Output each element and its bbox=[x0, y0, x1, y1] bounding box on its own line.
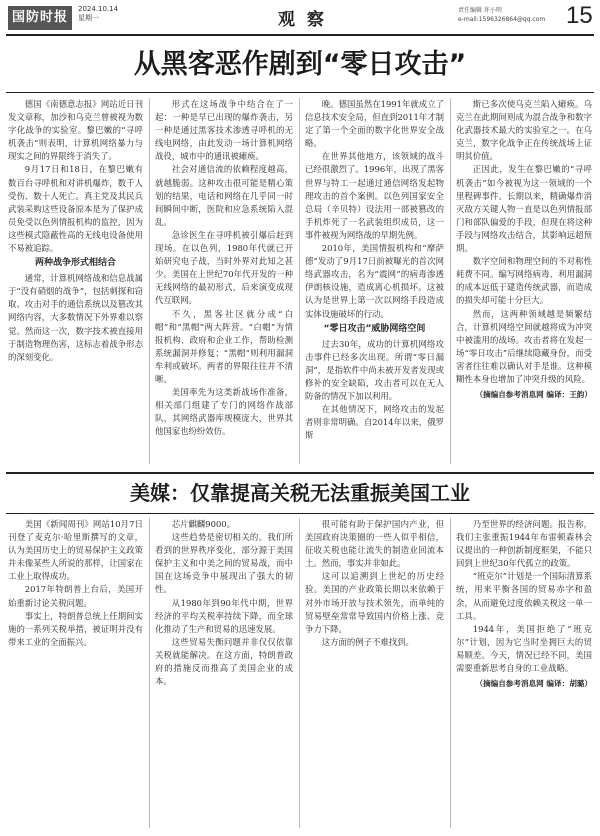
paragraph: 然而，这两种领域越是频繁结合，计算机网络空间就越将成为冲突中被滥用的战场。攻击者将在发起一场“零日攻击”后继续隐藏身份，而受害者往往难以确认对手是谁。这种模糊性本身也增加了冲突升级的风险。 bbox=[456, 308, 592, 384]
article1-credit: （摘编自参考消息网 编译：王韵） bbox=[475, 390, 592, 400]
masthead-divider bbox=[6, 34, 594, 36]
paragraph: 事实上，特朗普总统上任期间实施的一系列关税举措，被证明并没有带来工业的全面振兴。 bbox=[8, 610, 143, 647]
column-divider bbox=[299, 518, 300, 828]
article2-column-1 bbox=[8, 518, 143, 830]
email-line: e-mail:1596326864@qq.com bbox=[458, 16, 546, 23]
article2-credit: （摘编自参考消息网 编译：胡璐） bbox=[475, 679, 592, 689]
paragraph: 乃至世界的经济问题。报告称，我们主张重振1944年布雷顿森林会议提出的一种创新制度框架，不能只回到上世纪30年代孤立的政策。 bbox=[456, 519, 592, 569]
paragraph: 形式在这场战争中结合在了一起：一种是早已出现的爆炸袭击，另一种是通过黑客技术渗透寻呼机的无线电网络，由此发动一场计算机网络战役，城市中的通讯被瘫痪。 bbox=[155, 99, 293, 162]
article1-column-1 bbox=[8, 98, 143, 466]
issue-date bbox=[78, 5, 118, 23]
subheading: 两种战争形式相结合 bbox=[34, 258, 116, 269]
paragraph: 美国率先为这类新战场作准备，相关部门组建了专门的网络作战部队，其网络武器库规模庞大，世界其他国家也纷纷效仿。 bbox=[155, 387, 293, 437]
article2-headline: 美媒：仅靠提高关税无法重振美国工业 bbox=[130, 481, 470, 505]
paragraph: 这可以追溯到上世纪的历史经验。美国的产业政策长期以来依赖于对外市场开放与技术领先，而单纯的贸易壁垒常常导致国内价格上涨、竞争力下降。 bbox=[305, 571, 444, 634]
column-divider bbox=[450, 98, 451, 464]
article1-column-2 bbox=[155, 98, 293, 466]
paragraph: 德国《南德意志报》网站近日刊发文章称，加沙和乌克兰曾被视为数字化战争的实验室。黎巴嫩的“寻呼机袭击”则表明，计算机网络暴力与现实之间的界限终于消失了。 bbox=[8, 99, 143, 162]
paragraph: 晚。德国虽然在1991年就成立了信息技术安全局，但直到2011年才制定了第一个全面的数字化世界安全战略。 bbox=[305, 99, 444, 149]
paragraph: 在世界其他地方，该领域的战斗已经很激烈了。1996年，出现了黑客世界与特工一起通过通信网络发起物理攻击的首个案例。以色列国家安全总局（辛贝特）设法用一部被篡改的手机炸死了一名武装组织成员，这一事件被视为网络战的早期先例。 bbox=[305, 151, 444, 240]
paragraph: 这方面的例子不难找到。 bbox=[321, 636, 414, 647]
weekday-text: 星期一 bbox=[78, 14, 99, 22]
masthead bbox=[0, 0, 600, 38]
article1-column-3 bbox=[305, 98, 444, 466]
newspaper-logo: 国防时报 bbox=[8, 6, 72, 30]
paragraph: 很可能有助于保护国内产业，但美国政府决策圈的一些人似乎相信，征收关税也能让流失的制造业回流本土。然而，事实并非如此。 bbox=[305, 519, 444, 569]
article2-column-3 bbox=[305, 518, 444, 830]
paragraph: 芯片麒麟9000。 bbox=[171, 519, 235, 529]
paragraph: 不久，黑客社区就分成“白帽”和“黑帽”两大阵营。“白帽”为情报机构、政府和企业工作，帮助检测系统漏洞并修复；“黑帽”则利用漏洞牟利或破坏。两者的界限往往并不清晰。 bbox=[155, 308, 293, 384]
paragraph: 从1980年到90年代中期，世界经济的平均关税率持续下降，而全球化推动了生产和贸易的迅速发展。 bbox=[155, 597, 293, 634]
paragraph: 急诊医生在寻呼机被引爆后赶到现场。在以色列，1980年代就已开始研究电子战，当时外界对此知之甚少。美国在上世纪70年代开发的一种无线网络的最初形式，后来演变成现代互联网。 bbox=[155, 229, 293, 306]
paragraph: 正因此，发生在黎巴嫩的“寻呼机袭击”如今被视为这一领域的一个里程碑事件。长期以来，精确爆炸消灭敌方关键人物一直是以色列情报部门和部队偏爱的手段，但现在将这种手段与网络攻击结合，其影响远超预期。 bbox=[456, 164, 592, 254]
column-divider bbox=[149, 98, 150, 464]
article-separator bbox=[6, 472, 594, 474]
article1-top-rule bbox=[6, 92, 594, 93]
section-title: 观 察 bbox=[278, 10, 327, 30]
paragraph: 通常，计算机网络战和信息战属于“没有硝烟的战争”，包括刺探和窃取、攻击对手的通信系统以及篡改其网络内容，大多数情况下外界难以察觉。然而这一次，数字技术被直接用于制造物理伤害，这标志着战争形态的深刻变化。 bbox=[8, 273, 143, 362]
paragraph: 1944年，美国拒绝了“班克尔”计划，因为它当时坐拥巨大的贸易顺差。今天，情况已经不同，美国需要重新思考自身的工业战略。 bbox=[456, 623, 592, 674]
paragraph: 2017年特朗普上台后，美国开始重新讨论关税问题。 bbox=[8, 584, 143, 608]
article2-column-4 bbox=[456, 518, 592, 830]
paragraph: 过去30年，成功的计算机网络攻击事件已经多次出现。所谓“零日漏洞”，是指软件中尚未被开发者发现或修补的安全缺陷，攻击者可以在无人防备的情况下加以利用。 bbox=[305, 338, 444, 401]
paragraph: 社会对通信流的依赖程度越高，就越脆弱。这种攻击很可能是精心策划的结果，电话和网络在几乎同一时间瞬间中断，医院和应急系统陷入混乱。 bbox=[155, 164, 293, 227]
subheading: “零日攻击”威胁网络空间 bbox=[323, 323, 426, 334]
column-divider bbox=[149, 518, 150, 828]
paragraph: 这些贸易失衡问题并非仅仅依靠关税就能解决。在这方面，特朗普政府的措施反而推高了美国企业的成本。 bbox=[155, 636, 293, 687]
paragraph: 数字空间和物理空间的不对称性耗费不同。编写网络病毒、利用漏洞的成本远低于建造传统武器，而造成的损失却可能十分巨大。 bbox=[456, 256, 592, 306]
date-text: 2024.10.14 bbox=[78, 5, 119, 13]
article2-column-2 bbox=[155, 518, 293, 830]
paragraph: 在其他情况下，网络攻击的发起者则非常明确。自2014年以来，俄罗斯 bbox=[305, 404, 444, 441]
editor-line: 责任编辑 许小明 bbox=[458, 7, 502, 14]
paragraph: “班克尔”计划是一个国际清算系统，用来平衡各国的贸易赤字和盈余，从而避免过度依赖关税这一单一工具。 bbox=[456, 571, 592, 621]
article1-column-4 bbox=[456, 98, 592, 466]
column-divider bbox=[450, 518, 451, 828]
paragraph: 这些趋势是密切相关的。我们所看到的世界秩序变化，部分源于美国保护主义和中美之间的贸易战，而中国在这场竞争中展现出了强大的韧性。 bbox=[155, 532, 293, 595]
paragraph: 美国《新闻周刊》网站10月7日刊登了麦克尔·哈里斯撰写的文章，认为美国历史上的贸易保护主义政策并未像某些人所说的那样，让国家在工业上取得成功。 bbox=[8, 519, 143, 582]
paragraph: 斯已多次使乌克兰陷入瘫痪。乌克兰在此期间则成为混合战争和数字化武器技术最大的实验室之一。在乌克兰，数字化战争正在传统战场上证明其价值。 bbox=[456, 99, 592, 162]
paragraph: 9月17日和18日，在黎巴嫩有数百台寻呼机和对讲机爆炸，数千人受伤、数十人死亡。真主党及其民兵武装采购这些设备原本是为了保护成员免受以色列情报机构的监控，因为这些模式隐蔽性高的无线电设备使用不易被追踪。 bbox=[8, 164, 143, 254]
page-number: 15 bbox=[566, 2, 593, 29]
column-divider bbox=[299, 98, 300, 464]
editor-info bbox=[458, 6, 545, 24]
article2-top-rule bbox=[6, 513, 594, 514]
article1-headline: 从黑客恶作剧到“零日攻击” bbox=[133, 49, 467, 80]
paragraph: 2010年，美国情报机构和“摩萨德”发动了9月17日前被曝光的首次网络武器攻击，名为“震网”的病毒渗透伊朗核设施，造成离心机损坏。这被认为是世界上第一次以网络手段造成实体设施破坏的行动。 bbox=[305, 243, 444, 319]
